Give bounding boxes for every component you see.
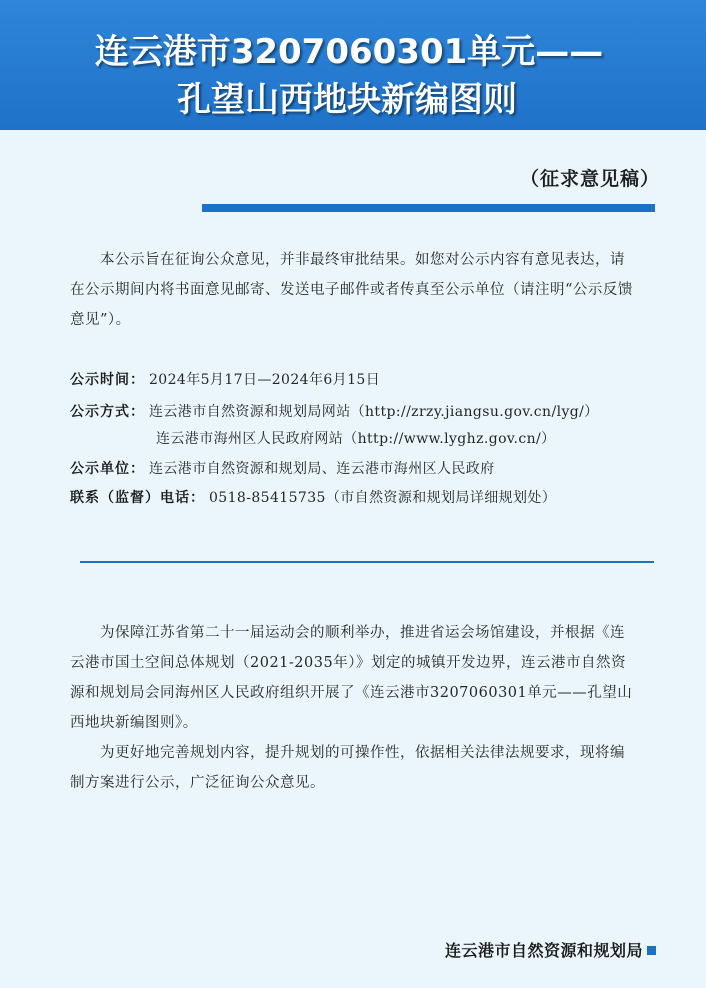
contact-value: 0518-85415735（市自然资源和规划局详细规划处） [209,490,557,506]
notice-paragraph [70,245,636,335]
info-row-unit [70,458,495,478]
unit-value: 连云港市自然资源和规划局、连云港市海州区人民政府 [149,461,495,477]
time-label: 公示时间： [70,372,145,388]
footer-issuer-text: 连云港市自然资源和规划局 [444,941,643,960]
body-text-2: 为更好地完善规划内容，提升规划的可操作性，依据相关法律法规要求，现将编制方案进行公示，广泛征询公众意见。 [70,745,625,791]
info-row-method [70,401,599,421]
title-banner [0,0,706,130]
contact-label: 联系（监督）电话： [70,490,205,506]
banner-title-line-1: 连云港市3207060301单元—— [94,32,604,72]
method-value-1: 连云港市自然资源和规划局网站（http://zrzy.jiangsu.gov.cn/lyg/） [149,404,599,420]
square-mark-icon [647,946,656,955]
draft-label: （征求意见稿） [519,168,660,190]
method-label: 公示方式： [70,404,145,420]
unit-label: 公示单位： [70,461,145,477]
body-text-1: 为保障江苏省第二十一届运动会的顺利举办，推进省运会场馆建设，并根据《连云港市国土空间总体规划（2021-2035年）》划定的城镇开发边界，连云港市自然资源和规划局会同海州区人民政府组织开展了《连云港市3207060301单元——孔望山西地块新编图则》。 [70,625,633,731]
divider-line [80,561,654,563]
footer-issuer [445,938,656,961]
banner-title-line-2: 孔望山西地块新编图则 [177,80,517,120]
info-row-contact [70,487,556,507]
method-value-2: 连云港市海州区人民政府网站（http://www.lyghz.gov.cn/） [156,431,556,447]
body-paragraph-2 [70,738,636,798]
time-value: 2024年5月17日—2024年6月15日 [149,372,381,388]
body-paragraph-1 [70,618,636,738]
notice-text: 本公示旨在征询公众意见，并非最终审批结果。如您对公示内容有意见表达，请在公示期间内将书面意见邮寄、发送电子邮件或者传真至公示单位（请注明“公示反馈意见”）。 [70,252,633,328]
top-accent-bar [202,204,655,212]
info-row-time [70,369,380,389]
